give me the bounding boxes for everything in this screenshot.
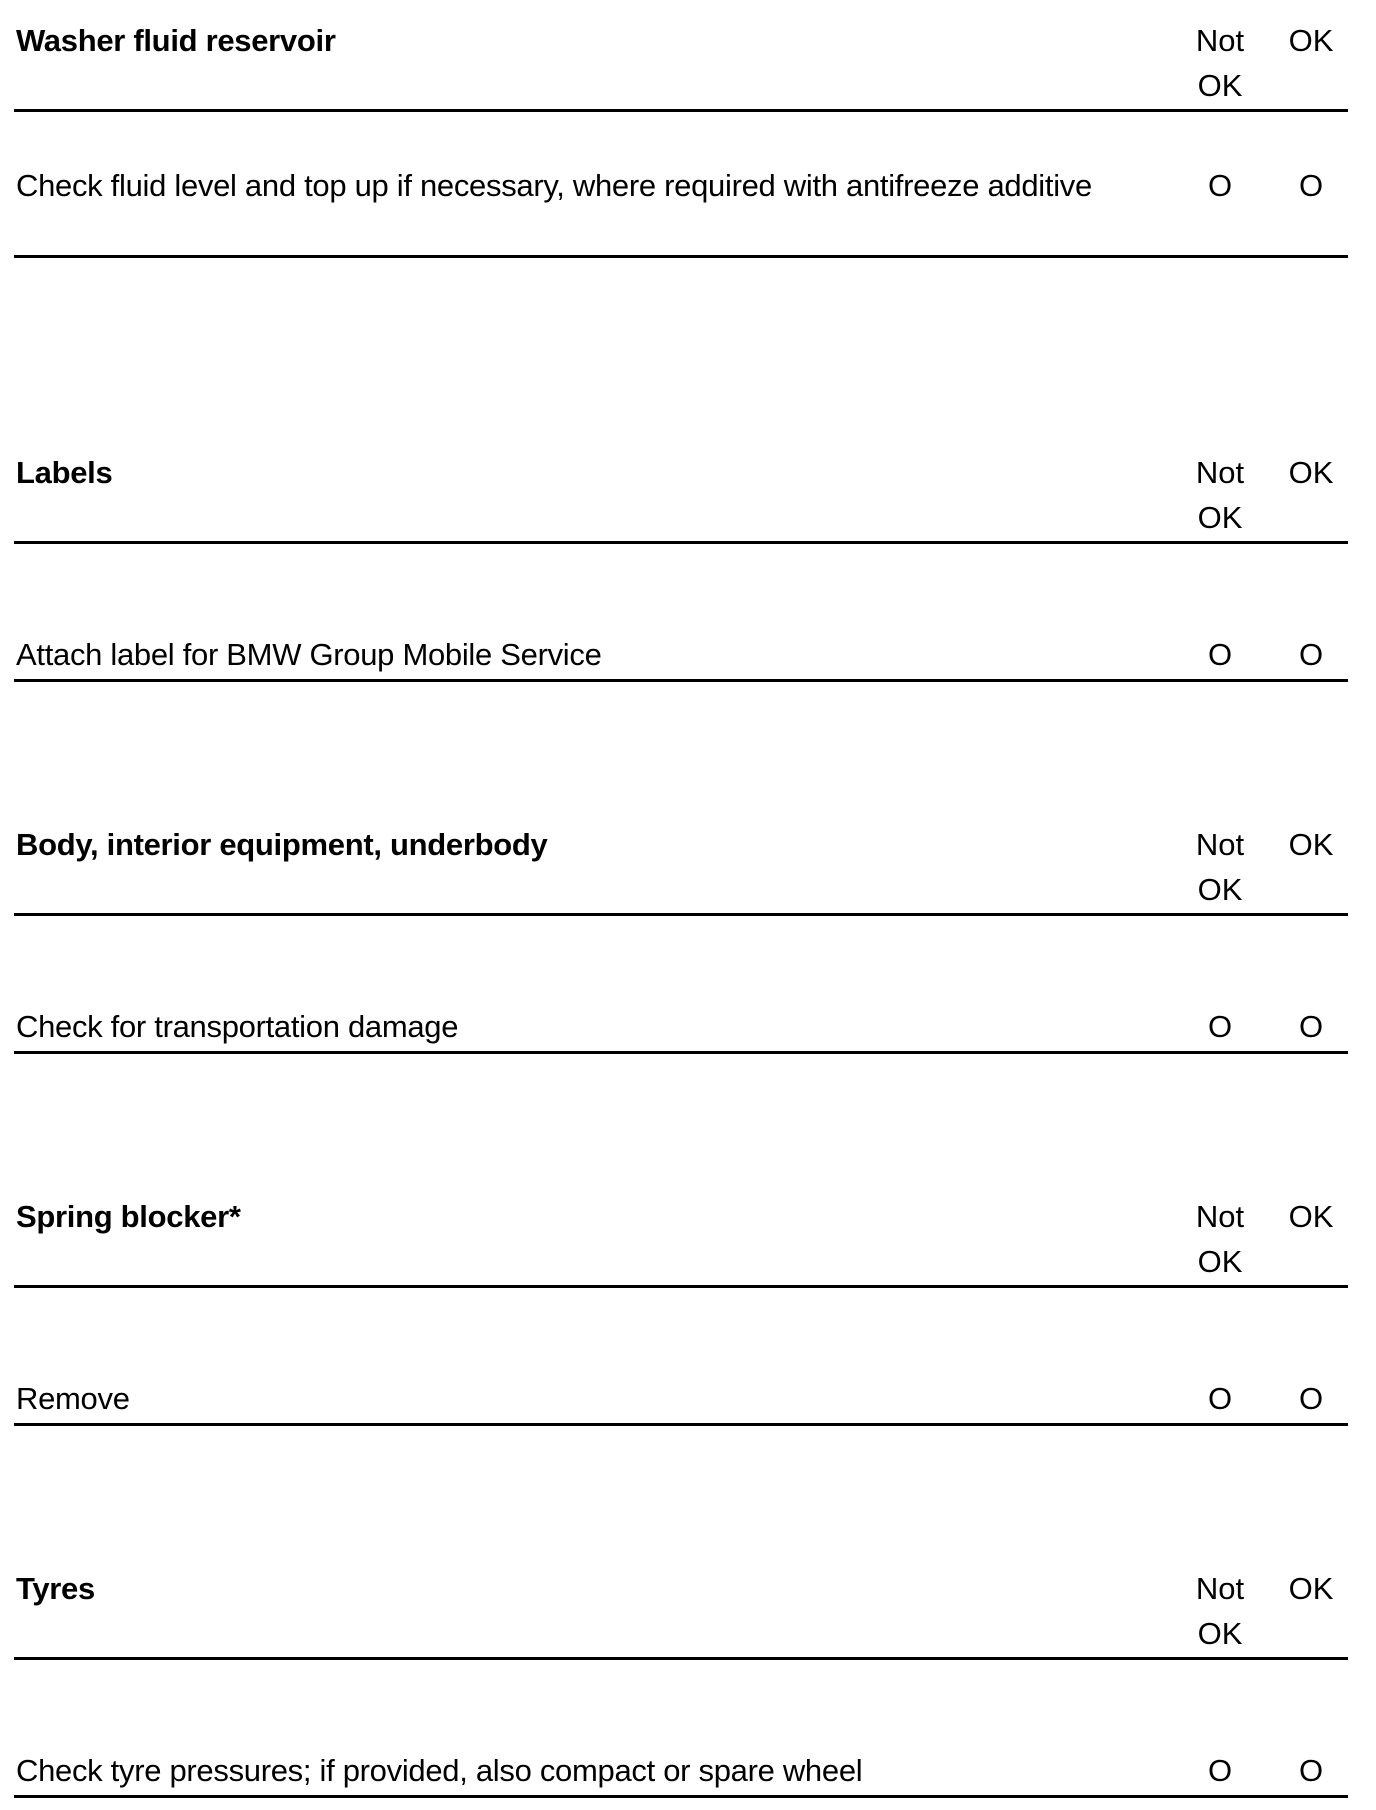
task-row-spring-blocker (14, 1376, 1348, 1426)
task-description: Attach label for BMW Group Mobile Service (16, 637, 602, 672)
not-ok-checkbox[interactable]: O (1207, 168, 1233, 203)
column-header-not-ok: Not OK (1195, 455, 1245, 535)
section-header-labels (14, 450, 1348, 544)
task-description: Check fluid level and top up if necessary, where required with antifreeze additive (16, 168, 1092, 203)
task-description: Check tyre pressures; if provided, also compact or spare wheel (16, 1753, 863, 1788)
ok-checkbox[interactable]: O (1298, 168, 1324, 203)
ok-checkbox[interactable]: O (1298, 637, 1324, 672)
not-ok-checkbox[interactable]: O (1207, 1009, 1233, 1044)
column-header-not-ok: Not OK (1195, 827, 1245, 907)
not-ok-checkbox[interactable]: O (1207, 1381, 1233, 1416)
section-header-washer-fluid (14, 18, 1348, 112)
section-title: Washer fluid reservoir (16, 23, 336, 58)
task-description: Remove (16, 1381, 130, 1416)
task-row-labels (14, 632, 1348, 682)
ok-checkbox[interactable]: O (1298, 1381, 1324, 1416)
section-header-spring-blocker (14, 1194, 1348, 1288)
task-row-body (14, 1004, 1348, 1054)
task-description: Check for transportation damage (16, 1009, 459, 1044)
column-header-ok: OK (1288, 1571, 1334, 1606)
section-title: Spring blocker* (16, 1199, 241, 1234)
column-header-not-ok: Not OK (1195, 1199, 1245, 1279)
task-row-tyres (14, 1748, 1348, 1798)
column-header-ok: OK (1288, 1199, 1334, 1234)
section-header-body (14, 822, 1348, 916)
column-header-ok: OK (1288, 23, 1334, 58)
ok-checkbox[interactable]: O (1298, 1009, 1324, 1044)
section-title: Tyres (16, 1571, 95, 1606)
ok-checkbox[interactable]: O (1298, 1753, 1324, 1788)
not-ok-checkbox[interactable]: O (1207, 637, 1233, 672)
column-header-ok: OK (1288, 455, 1334, 490)
section-header-tyres (14, 1566, 1348, 1660)
column-header-not-ok: Not OK (1195, 23, 1245, 103)
section-title: Body, interior equipment, underbody (16, 827, 548, 862)
column-header-not-ok: Not OK (1195, 1571, 1245, 1651)
task-row-washer-fluid (14, 163, 1348, 258)
column-header-ok: OK (1288, 827, 1334, 862)
section-title: Labels (16, 455, 113, 490)
not-ok-checkbox[interactable]: O (1207, 1753, 1233, 1788)
